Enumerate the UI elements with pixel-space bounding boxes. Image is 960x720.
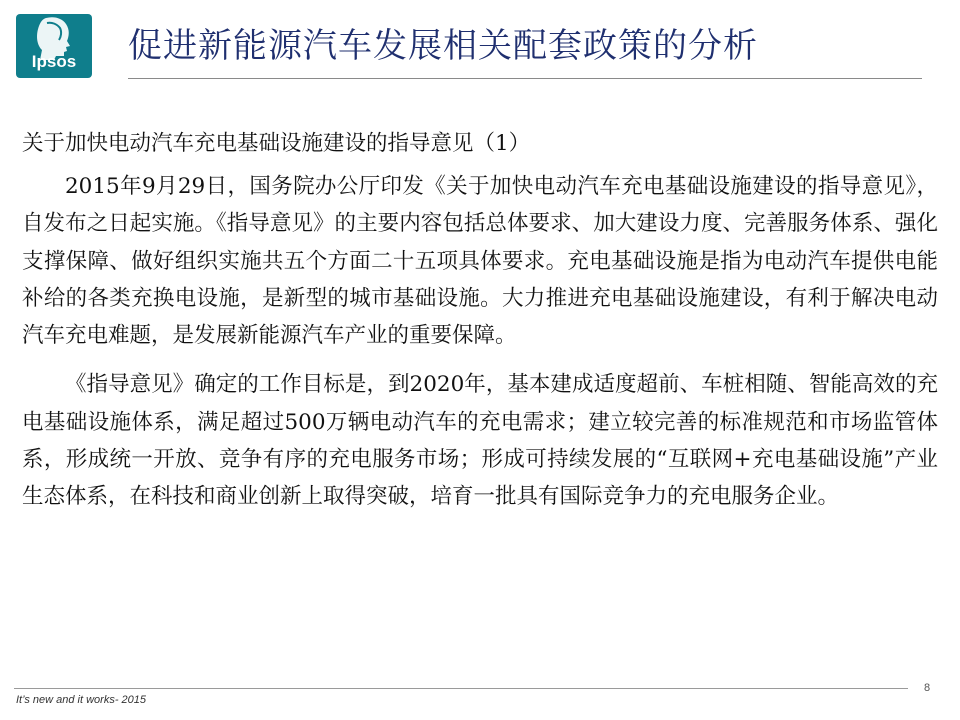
footer-divider [14, 688, 908, 689]
page-number: 8 [924, 682, 931, 694]
slide-title: 促进新能源汽车发展相关配套政策的分析 [128, 26, 758, 66]
slide-body [22, 124, 938, 516]
section-heading: 关于加快电动汽车充电基础设施建设的指导意见（1） [22, 131, 531, 156]
ipsos-logo [16, 14, 92, 78]
logo-wordmark: Ipsos [31, 52, 77, 71]
body-paragraph-2: 《指导意见》确定的工作目标是，到2020年，基本建成适度超前、车桩相随、智能高效的充电基础设施体系，满足超过500万辆电动汽车的充电需求；建立较完善的标准规范和市场监管体系，形成统一开放、竞争有序的充电服务市场；形成可持续发展的“互联网+充电基础设施”产业生态体系，在科技和商业创新上取得突破，培育一批具有国际竞争力的充电服务企业。 [22, 372, 938, 510]
body-paragraph-1: 2015年9月29日，国务院办公厅印发《关于加快电动汽车充电基础设施建设的指导意见》，自发布之日起实施。《指导意见》的主要内容包括总体要求、加大建设力度、完善服务体系、强化支撑保障、做好组织实施共五个方面二十五项具体要求。充电基础设施是指为电动汽车提供电能补给的各类充换电设施，是新型的城市基础设施。大力推进充电基础设施建设，有利于解决电动汽车充电难题，是发展新能源汽车产业的重要保障。 [22, 174, 938, 349]
title-divider [128, 78, 922, 79]
footer-caption: It’s new and it works- 2015 [16, 694, 147, 706]
